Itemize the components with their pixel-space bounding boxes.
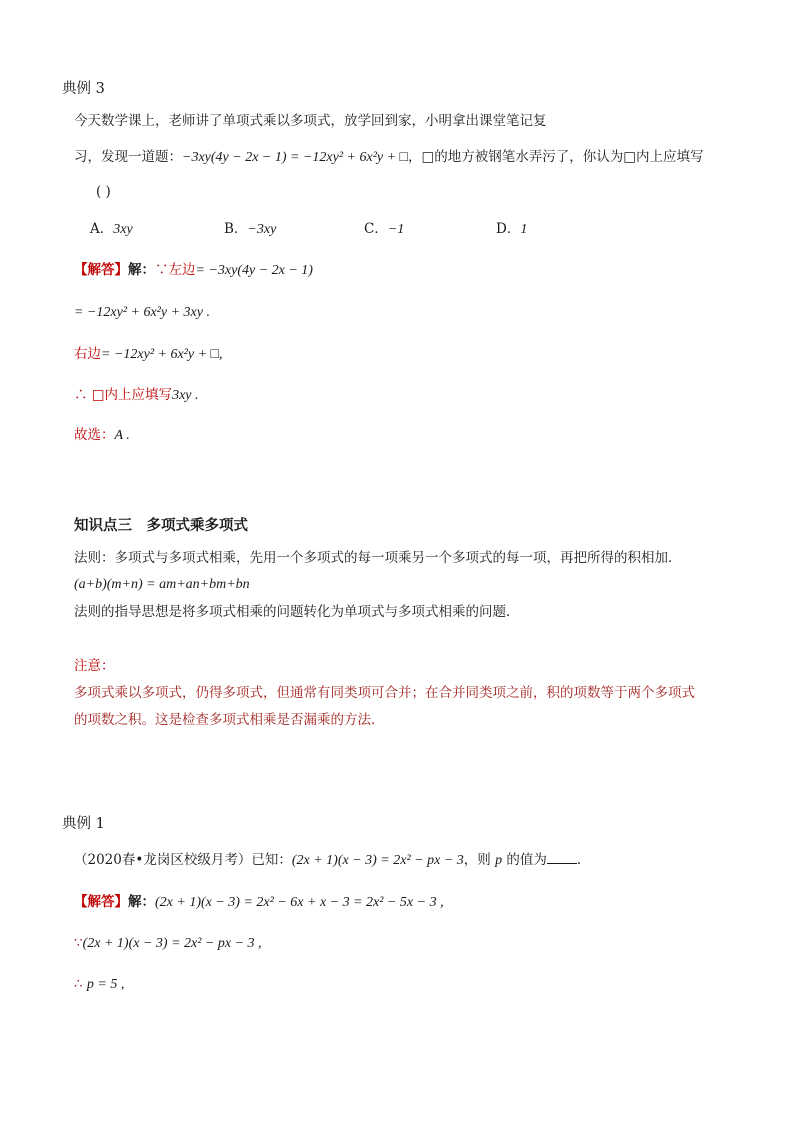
knowledge3-note-title: 注意： (74, 658, 115, 674)
example1-therefore-symbol: ∴ (74, 976, 83, 992)
choose-value: A . (114, 428, 130, 443)
example1-solution-tag: 【解答】 (74, 894, 128, 910)
example1-equation: (2x + 1)(x − 3) = 2x² − px − 3 (291, 853, 464, 868)
example1-var: p (495, 853, 503, 868)
question-equation: −3xy(4y − 2x − 1) = −12xy² + 6x²y + □ (182, 150, 409, 165)
example1-solution-line3 (74, 975, 124, 994)
example1-title: 典例 1 (62, 816, 105, 832)
example1-step2: (2x + 1)(x − 3) = 2x² − px − 3 , (82, 936, 262, 951)
example3-question-line2 (74, 148, 704, 167)
example1-solution-line1 (74, 893, 444, 912)
example1-end: 的值为 (506, 852, 547, 868)
example1-period: ． (576, 852, 591, 868)
option-b-letter: B． (224, 221, 248, 237)
because-symbol: ∵ (155, 262, 169, 278)
example1-solution-line2 (74, 934, 262, 953)
solution-label: 解： (128, 262, 155, 278)
left-label: 左边 (168, 262, 196, 278)
example1-because-symbol: ∵ (74, 935, 83, 951)
answer-blank (547, 851, 577, 864)
question-prefix: 习，发现一道题： (74, 149, 182, 165)
therefore-symbol: ∴ (74, 387, 88, 403)
example1-source: （2020春•龙岗区校级月考）已知： (74, 852, 292, 868)
knowledge3-title: 知识点三 多项式乘多项式 (74, 517, 248, 534)
option-b (224, 220, 276, 239)
left-equation: = −3xy(4y − 2x − 1) (195, 263, 313, 278)
option-c-letter: C． (364, 221, 388, 237)
knowledge3-note-line2: 的项数之积。这是检查多项式相乘是否漏乘的方法． (74, 712, 385, 728)
example1-solution-label: 解： (128, 894, 155, 910)
question-suffix: ，□的地方被钢笔水弄污了，你认为□内上应填写 (408, 149, 704, 165)
example3-answer-paren: ( ) (96, 184, 111, 200)
example3-solution-conclusion (74, 386, 199, 405)
option-c (364, 220, 404, 239)
knowledge3-note-line1: 多项式乘以多项式，仍得多项式，但通常有同类项可合并；在合并同类项之前，积的项数等于两个多项式 (74, 685, 695, 701)
knowledge3-formula: (a+b)(m+n) = am+an+bm+bn (74, 577, 250, 592)
solution-tag: 【解答】 (74, 262, 128, 278)
conclusion-value: 3xy . (172, 388, 199, 403)
example1-mid: ，则 (463, 852, 491, 868)
example3-solution-right (74, 345, 223, 364)
knowledge3-rule: 法则：多项式与多项式相乘，先用一个多项式的每一项乘另一个多项式的每一项，再把所得的积相加． (74, 550, 682, 566)
option-b-value: −3xy (247, 222, 277, 237)
option-d-letter: D． (496, 221, 521, 237)
option-d (496, 220, 527, 239)
example1-step1: (2x + 1)(x − 3) = 2x² − 6x + x − 3 = 2x² − 5x − 3 , (155, 895, 444, 910)
choose-label: 故选： (74, 427, 115, 443)
right-label: 右边 (74, 346, 101, 362)
option-c-value: −1 (387, 222, 405, 237)
example1-step3: p = 5 , (86, 977, 125, 992)
example3-solution-line1 (74, 261, 313, 280)
option-a-letter: A． (90, 221, 114, 237)
example3-question-line1: 今天数学课上，老师讲了单项式乘以多项式，放学回到家，小明拿出课堂笔记复 (74, 113, 547, 129)
option-a (90, 220, 133, 239)
conclusion-text: □内上应填写 (91, 387, 173, 403)
knowledge3-guide: 法则的指导思想是将多项式相乘的问题转化为单项式与多项式相乘的问题． (74, 604, 520, 620)
option-d-value: 1 (520, 222, 528, 237)
example3-solution-step2: = −12xy² + 6x²y + 3xy . (74, 305, 210, 320)
right-equation: = −12xy² + 6x²y + □, (101, 347, 223, 362)
example3-choose (74, 426, 130, 445)
example3-title: 典例 3 (62, 81, 105, 97)
option-a-value: 3xy (113, 222, 133, 237)
example1-question (74, 851, 590, 870)
